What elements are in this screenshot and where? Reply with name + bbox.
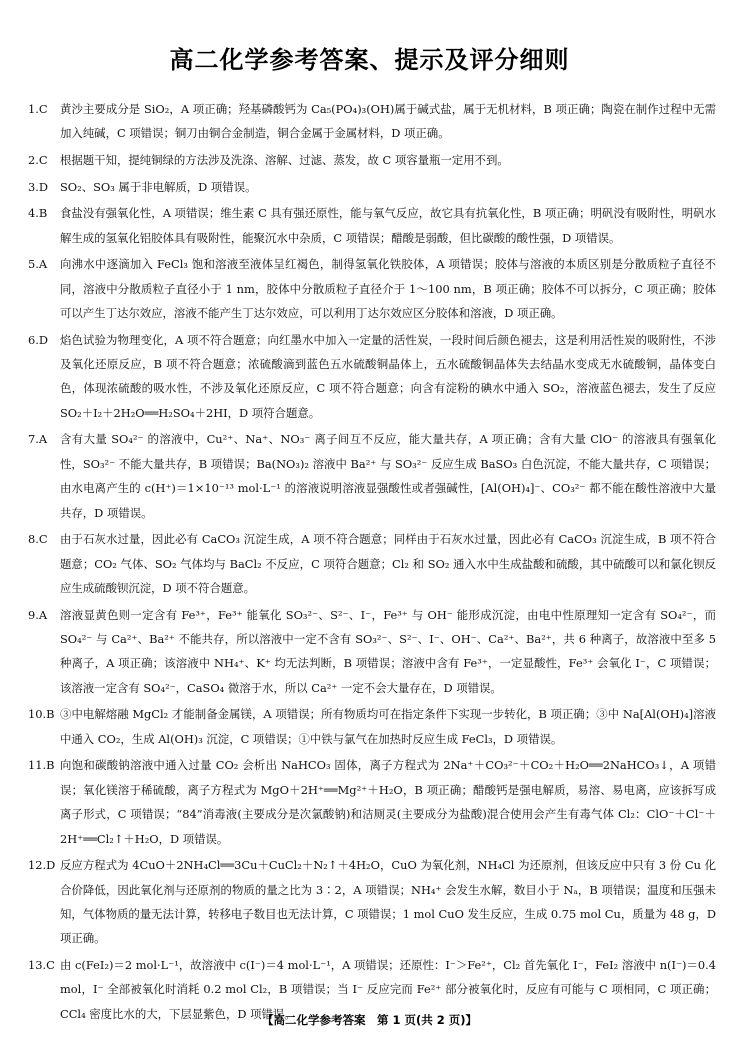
answer-number: 1.C (28, 102, 48, 116)
answer-item-6 (28, 328, 716, 426)
answer-item-3 (28, 175, 716, 199)
answer-number: 12.D (28, 858, 56, 873)
answer-text: ③中电解熔融 MgCl₂ 才能制备金属镁，A 项错误；所有物质均可在指定条件下实现一步转化，B 项正确；③中 Na[Al(OH)₄]溶液中通入 CO₂，生成 Al(OH)₃ 沉淀，C 项错误；①中铁与氯气在加热时反应生成 FeCl₃，D 项错误。 (60, 707, 716, 746)
answer-text: 焰色试验为物理变化，A 项不符合题意；向红墨水中加入一定量的活性炭，一段时间后颜色褪去，这是利用活性炭的吸附性，不涉及氧化还原反应，B 项不符合题意；浓硫酸滴到蓝色五水硫酸铜晶体上，五水硫酸铜晶体失去结晶水变成无水硫酸铜，晶体变白色，体现浓硫酸的吸水性，不涉及氧化还原反应，C 项不符合题意；向含有淀粉的碘水中通入 SO₂，溶液蓝色褪去，发生了反应 SO₂＋I₂＋2H₂O══H₂SO₄＋2HI，D 项符合题意。 (60, 332, 716, 420)
answer-item-5 (28, 252, 716, 325)
answer-number: 4.B (28, 206, 48, 221)
page-footer: 【高二化学参考答案 第 1 页(共 2 页)】 (261, 1013, 478, 1027)
answer-number: 11.B (28, 758, 55, 773)
answer-item-7 (28, 427, 716, 525)
answer-text: 根据题干知，提纯铜绿的方法涉及洗涤、溶解、过滤、蒸发，故 C 项容量瓶一定用不到。 (60, 153, 509, 167)
answer-number: 8.C (28, 532, 48, 547)
answer-text: 由 c(FeI₂)＝2 mol·L⁻¹，故溶液中 c(I⁻)＝4 mol·L⁻¹，A 项错误；还原性：I⁻＞Fe²⁺，Cl₂ 首先氧化 I⁻，FeI₂ 溶液中 n(I⁻)＝0.4 mol，I⁻ 全部被氧化时消耗 0.2 mol Cl₂，B 项错误；当 I⁻ 反应完而 Fe²⁺ 部分被氧化时，反应有可能与 C 项相同，C 项正确；CCl₄ 密度比水的大，下层显紫色，D 项错误。 (60, 958, 716, 1021)
answer-text: 反应方程式为 4CuO＋2NH₄Cl══3Cu＋CuCl₂＋N₂↑＋4H₂O，CuO 为氧化剂，NH₄Cl 为还原剂，但该反应中只有 3 份 Cu 化合价降低，因此氧化剂与还原剂的物质的量之比为 3∶2，A 项错误；NH₄⁺ 会发生水解，数目小于 Nₐ，B 项错误；温度和压强未知，气体物质的量无法计算，转移电子数目也无法计算，C 项错误；1 mol CuO 发生反应，生成 0.75 mol Cu，质量为 48 g，D 项正确。 (60, 858, 716, 946)
answer-number: 13.C (28, 958, 55, 973)
answer-text: 由于石灰水过量，因此必有 CaCO₃ 沉淀生成，A 项不符合题意；同样由于石灰水过量，因此必有 CaCO₃ 沉淀生成，B 项不符合题意；CO₂ 气体、SO₂ 气体均与 BaCl₂ 不反应，C 项符合题意；Cl₂ 和 SO₂ 通入水中生成盐酸和硫酸，其中硫酸可以和氯化钡反应生成硫酸钡沉淀，D 项不符合题意。 (60, 532, 716, 596)
answer-list (28, 97, 716, 1028)
answer-item-11 (28, 753, 716, 851)
page-title: 高二化学参考答案、提示及评分细则 (169, 46, 570, 74)
answer-text: 含有大量 SO₄²⁻ 的溶液中，Cu²⁺、Na⁺、NO₃⁻ 离子间互不反应，能大量共存，A 项正确；含有大量 ClO⁻ 的溶液具有强氧化性，SO₃²⁻ 不能大量共存，B 项错误；Ba(NO₃)₂ 溶液中 Ba²⁺ 与 SO₃²⁻ 反应生成 BaSO₃ 白色沉淀，不能大量共存，C 项错误；由水电离产生的 c(H⁺)＝1×10⁻¹³ mol·L⁻¹ 的溶液说明溶液显强酸性或者强碱性，[Al(OH)₄]⁻、CO₃²⁻ 都不能在酸性溶液中大量共存，D 项错误。 (60, 432, 716, 520)
answer-text: SO₂、SO₃ 属于非电解质，D 项错误。 (60, 179, 257, 194)
answer-text: 向沸水中逐滴加入 FeCl₃ 饱和溶液至液体呈红褐色，制得氢氧化铁胶体，A 项错误；胶体与溶液的本质区别是分散质粒子直径不同，溶液中分散质粒子直径小于 1 nm，胶体中分散质粒子直径介于 1～100 nm，B 项正确；胶体不可以拆分，C 项正确；胶体可以产生丁达尔效应，溶液不能产生丁达尔效应，可以利用丁达尔效应区分胶体和溶液，D 项正确。 (60, 257, 716, 320)
answer-number: 7.A (28, 432, 48, 447)
answer-text: 溶液显黄色则一定含有 Fe³⁺，Fe³⁺ 能氧化 SO₃²⁻、S²⁻、I⁻，Fe³⁺ 与 OH⁻ 能形成沉淀，由电中性原理知一定含有 SO₄²⁻，而 SO₄²⁻ 与 Ca²⁺、Ba²⁺ 不能共存，所以溶液中一定不含有 SO₃²⁻、S²⁻、I⁻、OH⁻、Ca²⁺、Ba²⁺，共 6 种离子，故溶液中至多 5 种离子，A 项正确；该溶液中 NH₄⁺、K⁺ 均无法判断，B 项错误；溶液中含有 Fe³⁺，一定显酸性，Fe³⁺ 会氧化 I⁻，C 项错误；该溶液一定含有 SO₄²⁻，CaSO₄ 微溶于水，所以 Ca²⁺ 一定不会大量存在，D 项错误。 (60, 607, 716, 695)
answer-number: 10.B (28, 707, 55, 722)
answer-text: 黄沙主要成分是 SiO₂，A 项正确；羟基磷酸钙为 Ca₅(PO₄)₃(OH)属于碱式盐，属于无机材料，B 项正确；陶瓷在制作过程中无需加入纯碱，C 项错误；铜刀由铜合金制造，铜合金属于金属材料，D 项正确。 (60, 102, 716, 141)
answer-item-4 (28, 201, 716, 250)
answer-item-9 (28, 603, 716, 701)
answer-text: 食盐没有强氧化性，A 项错误；维生素 C 具有强还原性，能与氧气反应，故它具有抗氧化性，B 项正确；明矾没有吸附性，明矾水解生成的氢氧化铝胶体具有吸附性，能聚沉水中杂质，C 项错误；醋酸是弱酸，但比碳酸的酸性强，D 项错误。 (60, 206, 716, 245)
answer-number: 2.C (28, 153, 48, 167)
answer-item-10 (28, 702, 716, 751)
answer-item-1 (28, 97, 716, 146)
answer-item-12 (28, 853, 716, 951)
answer-item-8 (28, 527, 716, 600)
answer-number: 6.D (28, 332, 49, 347)
answer-number: 3.D (28, 179, 49, 194)
answer-number: 9.A (28, 607, 48, 622)
answer-item-2 (28, 148, 716, 172)
answer-number: 5.A (28, 257, 48, 272)
answer-text: 向饱和碳酸钠溶液中通入过量 CO₂ 会析出 NaHCO₃ 固体，离子方程式为 2Na⁺＋CO₃²⁻＋CO₂＋H₂O══2NaHCO₃↓，A 项错误；氧化镁溶于稀硫酸，离子方程式为 MgO＋2H⁺══Mg²⁺＋H₂O，B 项正确；醋酸钙是强电解质，易溶、易电离，应该拆写成离子形式，C 项错误；“84”消毒液(主要成分是次氯酸钠)和洁厕灵(主要成分为盐酸)混合使用会产生有毒气体 Cl₂：ClO⁻＋Cl⁻＋2H⁺══Cl₂↑＋H₂O，D 项错误。 (60, 758, 716, 846)
